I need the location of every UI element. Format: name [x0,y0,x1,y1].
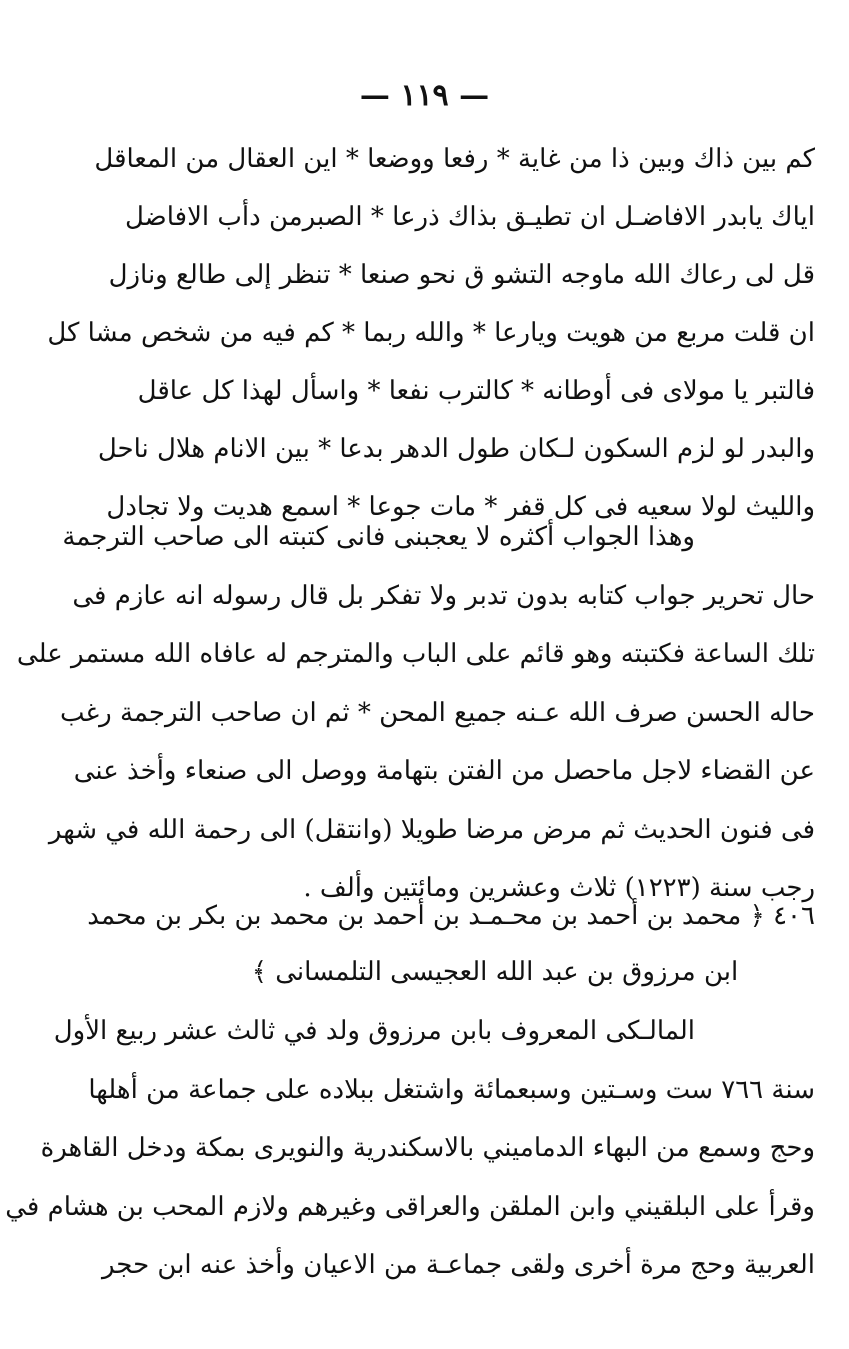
biography-line: سنة ٧٦٦ ست وسـتين وسبعمائة واشتغل ببلاده على جماعة من أهلها [88,1074,815,1105]
verse-line: والليث لولا سعيه فى كل قفر * مات جوعا * اسمع هديت ولا تجادل [106,492,815,522]
prose-line: فى فنون الحديث ثم مرض مرضا طويلا (وانتقل) الى رحمة الله في شهر [48,814,815,845]
prose-line: حال تحرير جواب كتابه بدون تدبر ولا تفكر بل قال رسوله انه عازم فى [72,580,815,611]
prose-paragraph [16,508,815,918]
entry-heading [87,888,815,1000]
verse-line: اياك يابدر الافاضـل ان تطيـق بذاك ذرعا * الصبرمن دأب الافاضل [124,202,815,232]
prose-line: تلك الساعة فكتبته وهو قائم على الباب والمترجم له عافاه الله مستمر على [16,639,815,669]
prose-line: حاله الحسن صرف الله عـنه جميع المحن * ثم ان صاحب الترجمة رغب [60,697,815,728]
entry-heading-line1: ٤٠٦ ﴿ محمد بن أحمد بن محـمـد بن أحمد بن محمد بن بكر بن محمد [87,901,815,931]
verse-line: فالتبر يا مولاى فى أوطانه * كالترب نفعا * واسأل لهذا كل عاقل [137,376,815,406]
verse-line: قل لى رعاك الله ماوجه التشو ق نحو صنعا * تنظر إلى طالع ونازل [108,260,815,290]
biography-paragraph [5,1002,815,1295]
prose-line: وهذا الجواب أكثره لا يعجبنى فانى كتبته الى صاحب الترجمة [62,522,695,552]
prose-line: عن القضاء لاجل ماحصل من الفتن بتهامة ووصل الى صنعاء وأخذ عنى [73,756,815,786]
poem-verses [47,130,815,536]
biography-line: العربية وحج مرة أخرى ولقى جماعـة من الاعيان وأخذ عنه ابن حجر [101,1250,815,1280]
prose-line: رجب سنة (١٢٢٣) ثلاث وعشرين ومائتين وألف . [303,873,815,903]
biography-line: وقرأ على البلقيني وابن الملقن والعراقى وغيرهم ولازم المحب بن هشام في [5,1191,815,1222]
page-number: — ١١٩ — [359,78,490,113]
verse-line: والبدر لو لزم السكون لـكان طول الدهر بدعا * بين الانام هلال ناحل [97,434,815,464]
biography-line: المالـكى المعروف بابن مرزوق ولد في ثالث عشر ربيع الأول [53,1016,695,1046]
verse-line: ان قلت مربع من هويت ويارعا * والله ربما * كم فيه من شخص مشا كل [47,318,815,348]
verse-line: كم بين ذاك وبين ذا من غاية * رفعا ووضعا * اين العقال من المعاقل [94,144,815,174]
biography-line: وحج وسمع من البهاء الدماميني بالاسكندرية والنويرى بمكة ودخل القاهرة [40,1133,815,1163]
entry-heading-line2: ابن مرزوق بن عبد الله العجيسى التلمسانى ﴾ [251,957,739,987]
